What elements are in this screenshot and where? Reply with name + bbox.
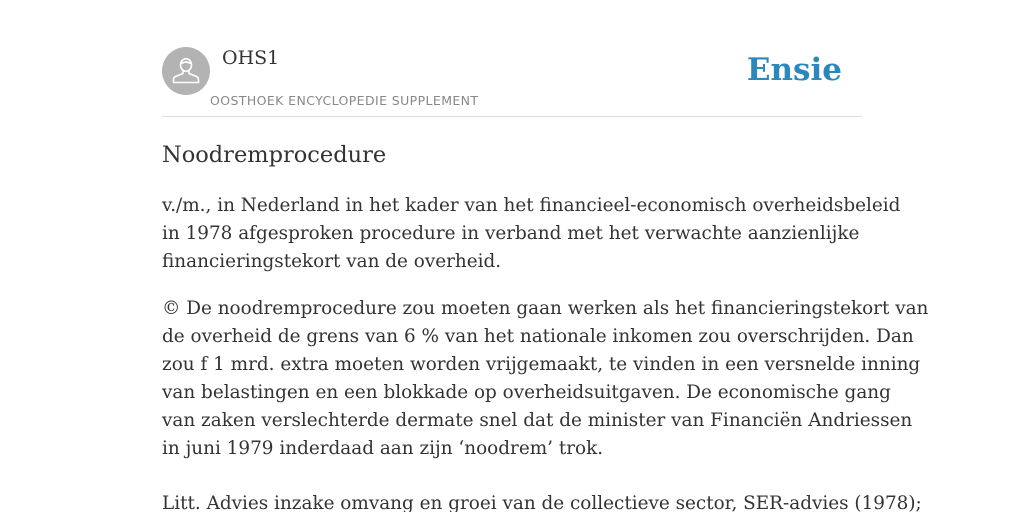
paragraph-line: van belastingen en een blokkade op overheidsuitgaven. De economische gang [162,382,891,403]
source-header [162,0,862,117]
paragraph-line: in 1978 afgesproken procedure in verband met het verwachte aanzienlijke [162,223,860,244]
user-silhouette-icon[interactable] [162,47,210,95]
literature-reference [162,490,922,512]
article-paragraph-1 [162,192,901,276]
paragraph-line: de overheid de grens van 6 % van het nationale inkomen zou overschrijden. Dan [162,326,914,347]
article-paragraph-2 [162,295,929,463]
paragraph-line: zou f 1 mrd. extra moeten worden vrijgemaakt, te vinden in een versnelde inning [162,354,921,375]
source-code[interactable]: OHS1 [222,47,280,69]
paragraph-line: Litt. Advies inzake omvang en groei van de collectieve sector, SER-advies (1978); [162,493,922,512]
article-title: Noodremprocedure [162,142,387,168]
paragraph-line: © De noodremprocedure zou moeten gaan werken als het financieringstekort van [162,298,929,319]
article-page [162,0,929,512]
brand-logo[interactable]: Ensie [746,52,842,88]
source-name[interactable]: OOSTHOEK ENCYCLOPEDIE SUPPLEMENT [210,93,479,108]
paragraph-line: financieringstekort van de overheid. [162,251,502,272]
paragraph-line: v./m., in Nederland in het kader van het financieel-economisch overheidsbeleid [162,195,901,216]
paragraph-line: in juni 1979 inderdaad aan zijn ‘noodrem’ trok. [162,438,604,459]
paragraph-line: van zaken verslechterde dermate snel dat de minister van Financiën Andriessen [162,410,913,431]
